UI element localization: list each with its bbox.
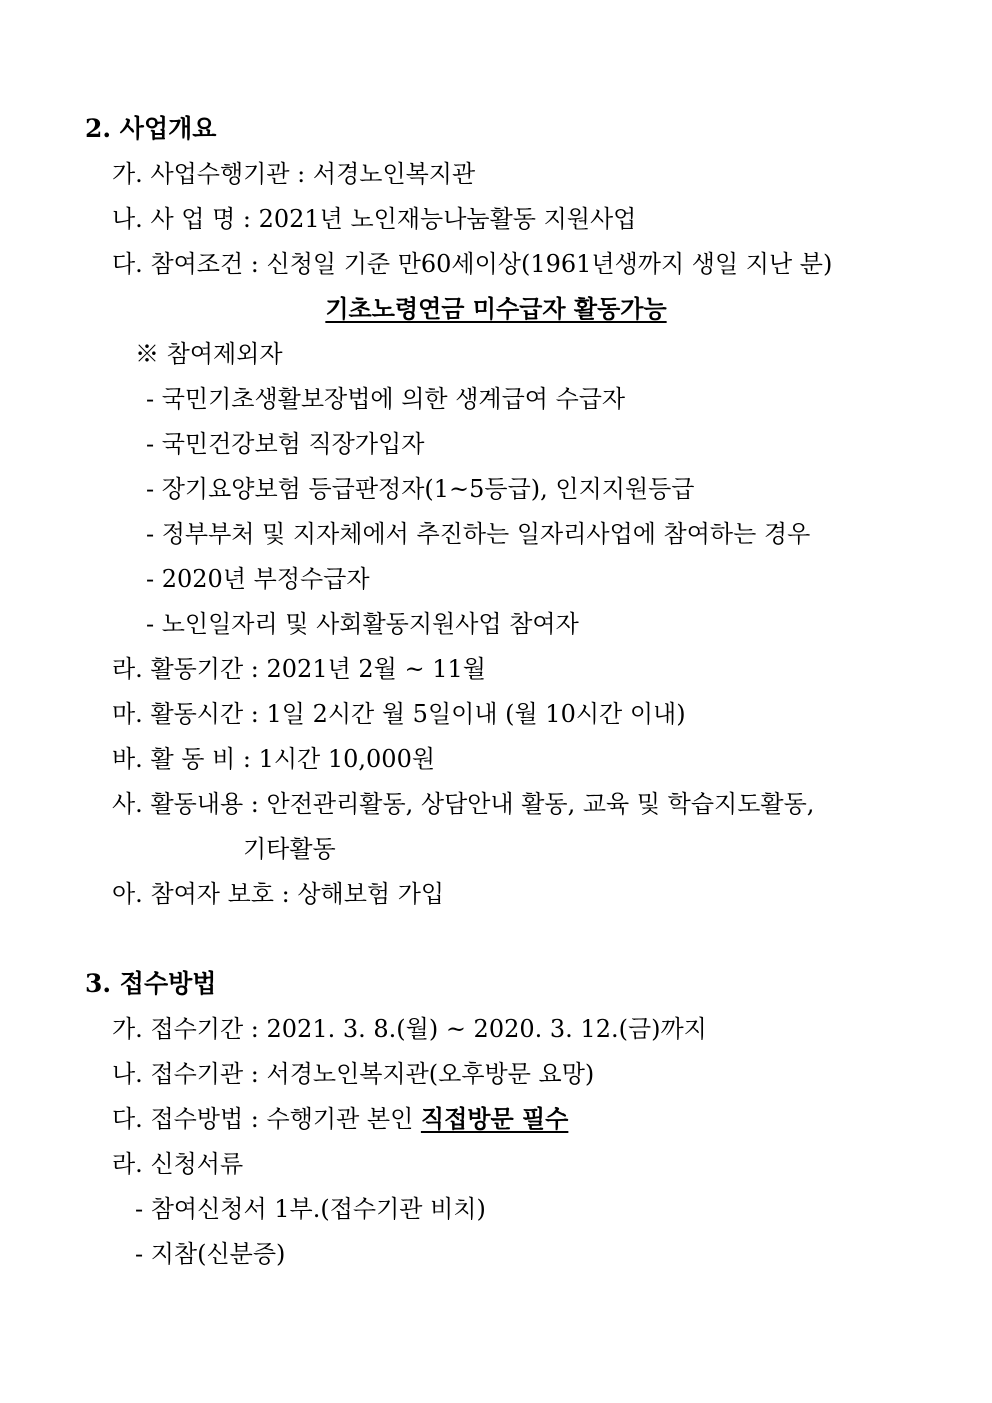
section-2-heading: 2. 사업개요 — [85, 114, 217, 143]
exclusion-item: - 장기요양보험 등급판정자(1~5등급), 인지지원등급 — [146, 475, 695, 503]
item-participant-protection: 아. 참여자 보호 : 상해보험 가입 — [112, 880, 445, 908]
exclusion-item: - 노인일자리 및 사회활동지원사업 참여자 — [146, 610, 579, 638]
item-activity-period: 라. 활동기간 : 2021년 2월 ~ 11월 — [112, 655, 486, 683]
exclusion-item: - 정부부처 및 지자체에서 추진하는 일자리사업에 참여하는 경우 — [146, 520, 811, 548]
section-3-heading: 3. 접수방법 — [85, 969, 217, 998]
item-reception-period: 가. 접수기간 : 2021. 3. 8.(월) ~ 2020. 3. 12.(금)까지 — [112, 1015, 707, 1043]
item-application-documents: 라. 신청서류 — [112, 1150, 244, 1178]
document-item: - 참여신청서 1부.(접수기관 비치) — [135, 1195, 486, 1223]
reception-method-text: 다. 접수방법 : 수행기관 본인 — [112, 1105, 421, 1133]
exclusion-item: - 국민기초생활보장법에 의한 생계급여 수급자 — [146, 385, 626, 413]
exclusion-title: ※ 참여제외자 — [135, 340, 283, 368]
item-reception-method — [112, 1104, 568, 1134]
item-activity-time: 마. 활동시간 : 1일 2시간 월 5일이내 (월 10시간 이내) — [112, 700, 686, 728]
item-execution-agency: 가. 사업수행기관 : 서경노인복지관 — [112, 160, 476, 188]
exclusion-item: - 국민건강보험 직장가입자 — [146, 430, 425, 458]
reception-method-emphasis: 직접방문 필수 — [420, 1104, 569, 1133]
item-project-name: 나. 사 업 명 : 2021년 노인재능나눔활동 지원사업 — [112, 205, 637, 233]
participation-condition-emphasis — [0, 294, 992, 324]
item-participation-condition: 다. 참여조건 : 신청일 기준 만60세이상(1961년생까지 생일 지난 분) — [112, 250, 833, 278]
item-activity-pay: 바. 활 동 비 : 1시간 10,000원 — [112, 745, 436, 773]
item-activity-content-continued: 기타활동 — [243, 835, 336, 863]
document-item: - 지참(신분증) — [135, 1240, 286, 1268]
emphasis-text: 기초노령연금 미수급자 활동가능 — [325, 294, 667, 323]
item-activity-content: 사. 활동내용 : 안전관리활동, 상담안내 활동, 교육 및 학습지도활동, — [112, 790, 815, 818]
item-reception-agency: 나. 접수기관 : 서경노인복지관(오후방문 요망) — [112, 1060, 595, 1088]
exclusion-item: - 2020년 부정수급자 — [146, 565, 370, 593]
